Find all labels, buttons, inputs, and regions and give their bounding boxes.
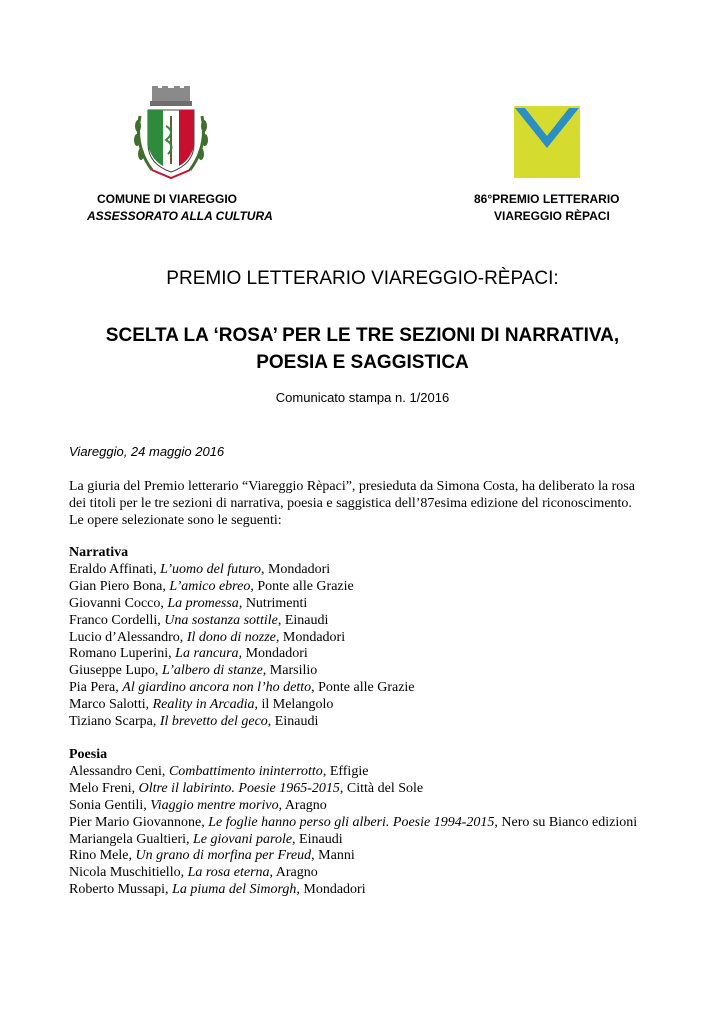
prize-name-line2: VIAREGGIO RÈPACI: [494, 209, 610, 223]
dateline: Viareggio, 24 maggio 2016: [69, 444, 225, 459]
list-item: Sonia Gentili, Viaggio mentre morivo, Aragno: [69, 797, 327, 813]
list-item: Alessandro Ceni, Combattimento ininterrotto, Effigie: [69, 763, 369, 779]
intro-paragraph: La giuria del Premio letterario “Viareggio Rèpaci”, presieduta da Simona Costa, ha deliberato la rosa dei titoli per le tre sezioni di narrativa, poesia e saggistica dell’87esima edizione del riconoscimento. Le opere selezionate sono le seguenti:: [69, 479, 635, 528]
list-item: Roberto Mussapi, La piuma del Simorgh, Mondadori: [69, 882, 366, 898]
narrativa-section: [69, 545, 415, 731]
narrativa-list: [69, 562, 415, 731]
list-item: Lucio d’Alessandro, Il dono di nozze, Mondadori: [69, 629, 346, 645]
list-item: Melo Freni, Oltre il labirinto. Poesie 1965-2015, Città del Sole: [69, 780, 424, 796]
document-title: PREMIO LETTERARIO VIAREGGIO-RÈPACI:: [166, 268, 559, 289]
list-item: Giuseppe Lupo, L’albero di stanze, Marsilio: [69, 663, 318, 679]
list-item: Franco Cordelli, Una sostanza sottile, Einaudi: [69, 612, 329, 628]
premio-logo: [514, 106, 580, 178]
list-item: Nicola Muschitiello, La rosa eterna, Aragno: [69, 865, 318, 881]
headline-line2: POESIA E SAGGISTICA: [256, 352, 469, 373]
list-item: Tiziano Scarpa, Il brevetto del geco, Einaudi: [69, 714, 319, 730]
prize-name-line1: 86°PREMIO LETTERARIO: [474, 192, 620, 206]
list-item: Giovanni Cocco, La promessa, Nutrimenti: [69, 595, 308, 611]
list-item: Gian Piero Bona, L’amico ebreo, Ponte alle Grazie: [69, 578, 354, 594]
list-item: Marco Salotti, Reality in Arcadia, il Melangolo: [69, 697, 334, 713]
list-item: Pier Mario Giovannone, Le foglie hanno perso gli alberi. Poesie 1994-2015, Nero su Bianco edizioni: [69, 814, 638, 830]
narrativa-heading: Narrativa: [69, 545, 129, 560]
list-item: Rino Mele, Un grano di morfina per Freud, Manni: [69, 848, 355, 864]
headline: [0, 322, 725, 376]
poesia-section: [69, 747, 649, 899]
comune-crest-logo: [130, 86, 212, 182]
list-item: Eraldo Affinati, L’uomo del futuro, Mondadori: [69, 561, 331, 577]
poesia-list: [69, 764, 649, 899]
poesia-heading: Poesia: [69, 747, 108, 762]
list-item: Pia Pera, Al giardino ancora non l’ho detto, Ponte alle Grazie: [69, 680, 415, 696]
comune-name: COMUNE DI VIAREGGIO: [97, 192, 238, 206]
comune-department: ASSESSORATO ALLA CULTURA: [87, 209, 273, 223]
list-item: Romano Luperini, La rancura, Mondadori: [69, 646, 308, 662]
list-item: Mariangela Gualtieri, Le giovani parole, Einaudi: [69, 831, 343, 847]
press-release-number: Comunicato stampa n. 1/2016: [275, 390, 450, 405]
headline-line1: SCELTA LA ‘ROSA’ PER LE TRE SEZIONI DI NARRATIVA,: [105, 325, 620, 346]
